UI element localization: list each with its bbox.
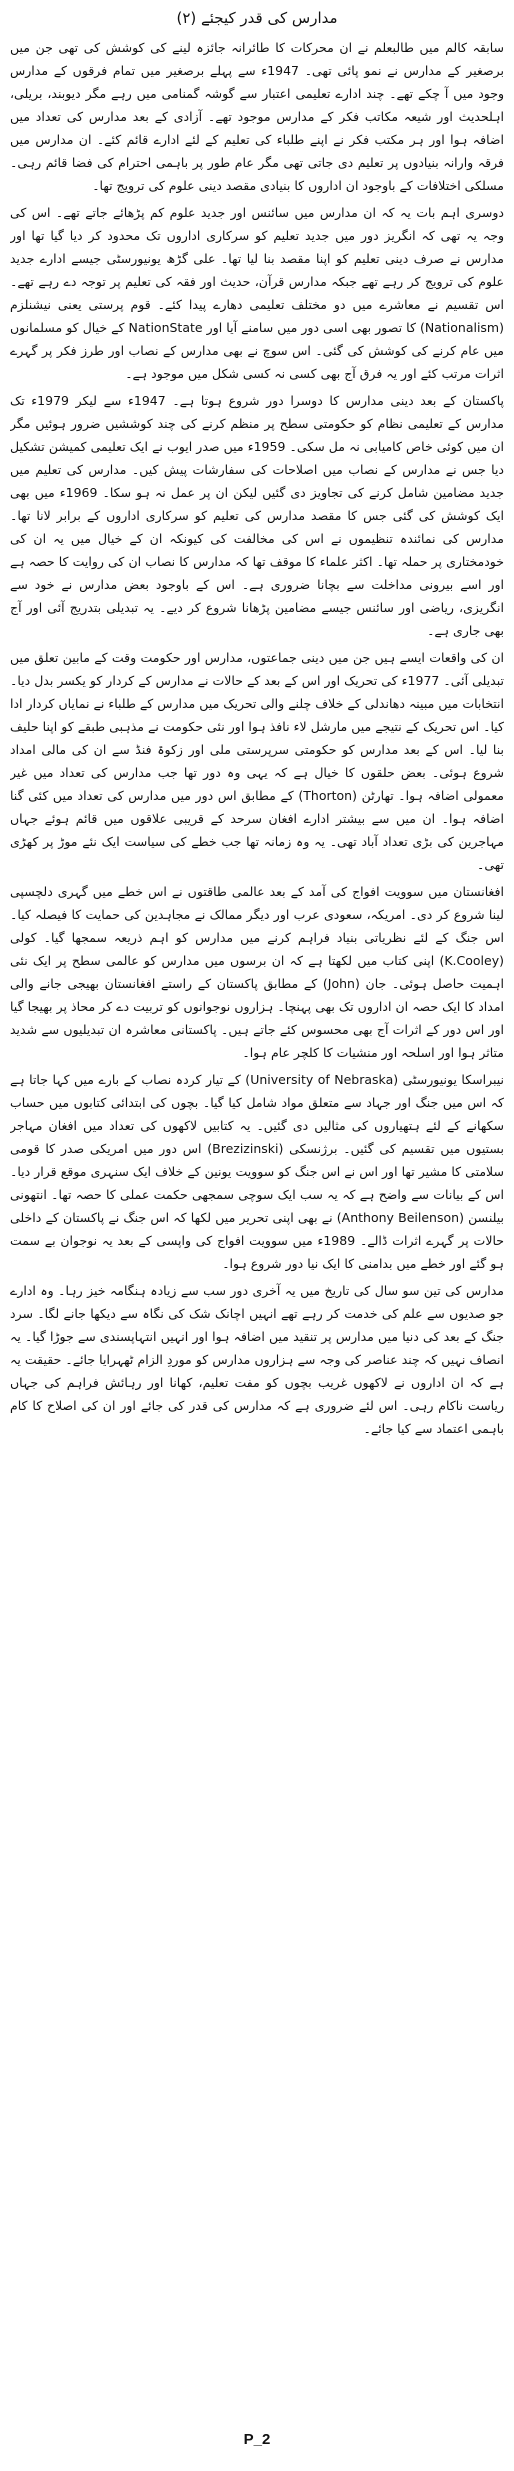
- article-title: مدارس کی قدر کیجئے (۲): [176, 9, 338, 27]
- article-paragraph: دوسری اہم بات یہ کہ ان مدارس میں سائنس اور جدید علوم کم پڑھائے جاتے تھے۔ اس کی وجہ یہ تھی کہ انگریز دور میں جدید تعلیم کو سرکاری اداروں تک محدود کر دیا گیا تھا اور مدارس نے صرف دینی تعلیم کو اپنا مقصد بنا لیا تھا۔ علی گڑھ یونیورسٹی جیسے ادارے جدید علوم کی ترویج کر رہے تھے جبکہ مدارس قرآن، حدیث اور فقہ کی تعلیم پر توجہ دے رہے تھے۔ اس تقسیم نے معاشرے میں دو مختلف تعلیمی دھارے پیدا کئے۔ قوم پرستی یعنی نیشنلزم (Nationalism) کا تصور بھی اسی دور میں سامنے آیا اور NationState کے خیال کو مسلمانوں میں عام کرنے کی کوشش کی گئی۔ اس سوچ نے بھی مدارس کے نصاب اور طرز فکر پر گہرے اثرات مرتب کئے اور یہ فرق آج بھی کسی نہ کسی شکل میں موجود ہے۔: [10, 205, 504, 381]
- article-paragraph: پاکستان کے بعد دینی مدارس کا دوسرا دور شروع ہوتا ہے۔ 1947ء سے لیکر 1979ء تک مدارس کے تعلیمی نظام کو حکومتی سطح پر منظم کرنے کی چند کوششیں ضرور ہوئیں مگر ان میں کوئی خاص کامیابی نہ مل سکی۔ 1959ء میں صدر ایوب نے ایک تعلیمی کمیشن تشکیل دیا جس نے مدارس کے نصاب میں اصلاحات کی سفارشات پیش کیں۔ مدارس کی تعلیم میں جدید مضامین شامل کرنے کی تجاویز دی گئیں لیکن ان پر عمل نہ ہو سکا۔ 1969ء میں بھی ایک کوشش کی گئی جس کا مقصد مدارس کی تعلیم کو سرکاری اداروں کے برابر لانا تھا۔ مدارس کی نمائندہ تنظیموں نے اس کی مخالفت کی کیونکہ ان کے خیال میں یہ ان کی خودمختاری پر حملہ تھا۔ اکثر علماء کا موقف تھا کہ مدارس کا نصاب ان کی روایت کا حصہ ہے اور اسے بیرونی مداخلت سے بچانا ضروری ہے۔ اس کے باوجود بعض مدارس نے خود سے انگریزی، ریاضی اور سائنس جیسے مضامین پڑھانا شروع کر دیے۔ یہ تبدیلی بتدریج آئی اور آج بھی جاری ہے۔: [10, 393, 504, 638]
- article-paragraph: ان کی واقعات ایسے ہیں جن میں دینی جماعتوں، مدارس اور حکومت وقت کے مابین تعلق میں تبدیلی آئی۔ 1977ء کی تحریک اور اس کے بعد کے حالات نے مدارس کے کردار کو یکسر بدل دیا۔ انتخابات میں مبینہ دھاندلی کے خلاف چلنے والی تحریک میں مدارس کے طلباء نے نمایاں کردار ادا کیا۔ اس تحریک کے نتیجے میں مارشل لاء نافذ ہوا اور نئی حکومت نے مذہبی طبقے کو اپنا حلیف بنا لیا۔ اس کے بعد مدارس کو حکومتی سرپرستی ملی اور زکوۃ فنڈ سے ان کی مالی امداد شروع ہوئی۔ بعض حلقوں کا خیال ہے کہ یہی وہ دور تھا جب مدارس کی تعداد میں غیر معمولی اضافہ ہوا۔ تھارٹن (Thorton) کے مطابق اس دور میں مدارس کی تعداد میں کئی گنا اضافہ ہوا۔ ان میں سے بیشتر ادارے افغان سرحد کے قریبی علاقوں میں قائم ہوئے جہاں مہاجرین کی بڑی تعداد آباد تھی۔ یہ وہ زمانہ تھا جب خطے کی سیاست ایک نئے موڑ پر کھڑی تھی۔: [10, 650, 504, 872]
- article-body: [10, 36, 504, 2414]
- article-paragraph: مدارس کی تین سو سال کی تاریخ میں یہ آخری دور سب سے زیادہ ہنگامہ خیز رہا۔ وہ ادارے جو صدیوں سے علم کی خدمت کر رہے تھے انہیں اچانک شک کی نگاہ سے دیکھا جانے لگا۔ سرد جنگ کے بعد کی دنیا میں مدارس پر تنقید میں اضافہ ہوا اور انہیں انتہاپسندی سے جوڑا گیا۔ یہ انصاف نہیں کہ چند عناصر کی وجہ سے ہزاروں مدارس کو موردِ الزام ٹھہرایا جائے۔ حقیقت یہ ہے کہ ان اداروں نے لاکھوں غریب بچوں کو مفت تعلیم، کھانا اور رہائش فراہم کی جہاں ریاست ناکام رہی۔ اس لئے ضروری ہے کہ مدارس کی قدر کی جائے اور ان کی اصلاح کا کام باہمی اعتماد سے کیا جائے۔: [10, 1283, 504, 1436]
- page-number-label: P_2: [243, 2431, 271, 2448]
- article-paragraph: افغانستان میں سوویت افواج کی آمد کے بعد عالمی طاقتوں نے اس خطے میں گہری دلچسپی لینا شروع کر دی۔ امریکہ، سعودی عرب اور دیگر ممالک نے مجاہدین کی حمایت کا فیصلہ کیا۔ اس جنگ کے لئے نظریاتی بنیاد فراہم کرنے میں مدارس کو اہم ذریعہ سمجھا گیا۔ کولی (K.Cooley) اپنی کتاب میں لکھتا ہے کہ ان برسوں میں مدارس کو عالمی سطح پر ایک نئی اہمیت حاصل ہوئی۔ جان (John) کے مطابق پاکستان کے راستے افغانستان بھیجی جانے والی امداد کا ایک حصہ ان اداروں تک بھی پہنچا۔ ہزاروں نوجوانوں کو تربیت دے کر محاذ پر بھیجا گیا اور اس دور کے اثرات آج بھی محسوس کئے جاتے ہیں۔ پاکستانی معاشرہ ان تبدیلیوں سے شدید متاثر ہوا اور اسلحہ اور منشیات کا کلچر عام ہوا۔: [10, 884, 504, 1060]
- article-paragraph: سابقہ کالم میں طالبعلم نے ان محرکات کا طائرانہ جائزہ لینے کی کوشش کی تھی جن میں برصغیر کے مدارس نے نمو پائی تھی۔ 1947ء سے پہلے برصغیر میں تمام فرقوں کے مدارس وجود میں آ چکے تھے۔ چند ادارے تعلیمی اعتبار سے گوشہ گمنامی میں رہے مگر دیوبند، بریلی، اہلحدیث اور شیعہ مکاتب فکر کے مدارس موجود تھے۔ آزادی کے بعد مدارس کی تعداد میں اضافہ ہوا اور ہر مکتب فکر نے اپنے طلباء کی تعلیم کے لئے ادارے قائم کئے۔ ان مدارس میں فرقہ وارانہ بنیادوں پر تعلیم دی جاتی تھی مگر عام طور پر باہمی احترام کی فضا قائم رہی۔ مسلکی اختلافات کے باوجود ان اداروں کا بنیادی مقصد دینی علوم کی ترویج تھا۔: [10, 40, 504, 193]
- article-paragraph: نیبراسکا یونیورسٹی (University of Nebraska) کے تیار کردہ نصاب کے بارے میں کہا جاتا ہے کہ اس میں جنگ اور جہاد سے متعلق مواد شامل کیا گیا۔ بچوں کی ابتدائی کتابوں میں حساب سکھانے کے لئے ہتھیاروں کی مثالیں دی گئیں۔ یہ کتابیں لاکھوں کی تعداد میں افغان مہاجر بستیوں میں تقسیم کی گئیں۔ برژنسکی (Brezizinski) اس دور میں امریکی صدر کا قومی سلامتی کا مشیر تھا اور اس نے اس جنگ کو سوویت یونین کے خلاف ایک سنہری موقع قرار دیا۔ اس کے بیانات سے واضح ہے کہ یہ سب ایک سوچی سمجھی حکمت عملی کا حصہ تھا۔ انتھونی بیلنسن (Anthony Beilenson) نے بھی اپنی تحریر میں لکھا کہ اس جنگ نے پاکستان کے داخلی حالات پر گہرے اثرات ڈالے۔ 1989ء میں سوویت افواج کی واپسی کے بعد یہ نوجوان بے سمت ہو گئے اور خطے میں بدامنی کا ایک نیا دور شروع ہوا۔: [10, 1072, 504, 1271]
